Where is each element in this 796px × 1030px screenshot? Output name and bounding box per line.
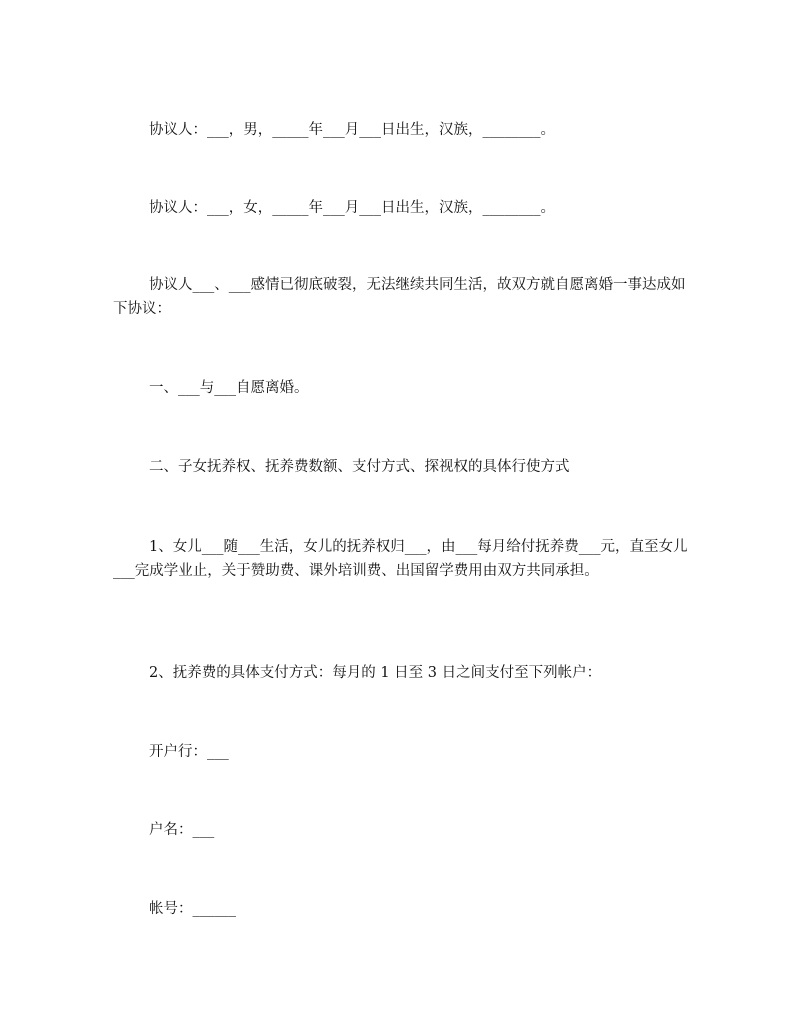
clause-one: 一、___与___自愿离婚。 [149,380,309,396]
custody-clause: 1、女儿___随___生活，女儿的抚养权归___，由___每月给付抚养费___元，直至女儿___完成学业止，关于赞助费、课外培训费、出国留学费用由双方共同承担。 [113,539,688,579]
agreement-preamble: 协议人___、___感情已彻底破裂，无法继续共同生活，故双方就自愿离婚一事达成如下协议： [113,277,686,317]
account-number-line: 帐号：______ [149,901,236,917]
account-name-line: 户名：___ [149,822,215,838]
party-two-info: 协议人：___，女，_____年___月___日出生，汉族，________。 [149,200,555,216]
payment-method-clause: 2、抚养费的具体支付方式：每月的 1 日至 3 日之间支付至下列帐户： [149,665,602,681]
bank-name-line: 开户行：___ [149,744,229,760]
clause-two-heading: 二、子女抚养权、抚养费数额、支付方式、探视权的具体行使方式 [149,459,570,475]
party-one-info: 协议人：___，男，_____年___月___日出生，汉族，________。 [149,122,555,138]
